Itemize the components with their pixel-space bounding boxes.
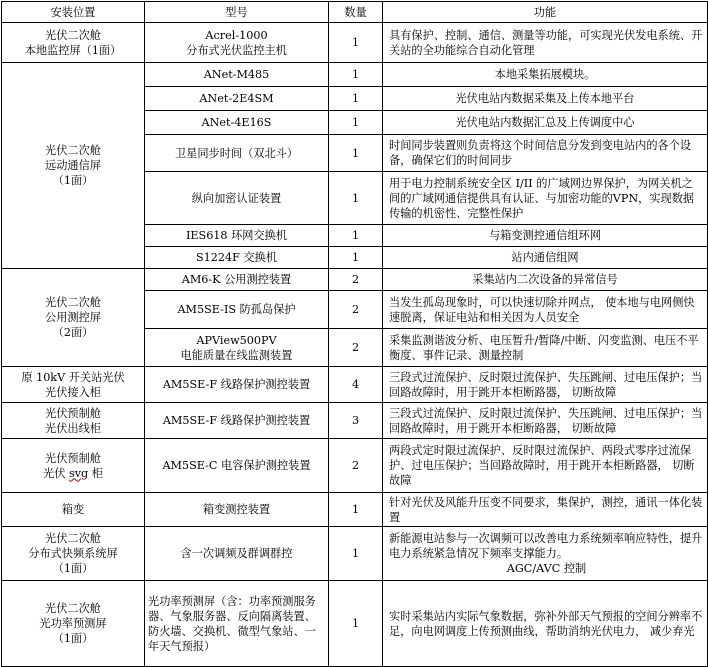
quantity-cell: 1 [329, 135, 383, 172]
header-function: 功能 [383, 2, 708, 23]
model-cell: AM5SE-IS 防孤岛保护 [145, 291, 329, 329]
function-cell: 具有保护、控制、通信、测量等功能，可实现光伏发电系统、开关站的全功能综合自动化管理 [383, 23, 708, 63]
quantity-cell: 1 [329, 111, 383, 135]
location-cell [2, 439, 145, 493]
equipment-table [1, 1, 708, 667]
quantity-cell: 2 [329, 329, 383, 367]
quantity-cell: 2 [329, 291, 383, 329]
quantity-cell: 4 [329, 367, 383, 403]
function-cell: 光伏电站内数据汇总及上传调度中心 [383, 111, 708, 135]
quantity-cell: 1 [329, 493, 383, 527]
location-cell: 光伏二次舱 本地监控屏（1面） [2, 23, 145, 63]
function-text: 新能源电站参与一次调频可以改善电力系统频率响应特性，提升电力系统紧急情况下频率支撑能力。 [389, 532, 703, 560]
quantity-cell: 1 [329, 247, 383, 269]
table-row [2, 581, 708, 667]
quantity-cell: 1 [329, 87, 383, 111]
model-cell: 光功率预测屏（含：功率预测服务器、气象服务器、反向隔离装置、防火墙、交换机、微型气象站、一年天气预报） [145, 581, 329, 667]
quantity-cell: 1 [329, 527, 383, 581]
model-cell: ANet-M485 [145, 63, 329, 87]
function-cell: 三段式过流保护、反时限过流保护、失压跳闸、过电压保护；当回路故障时，用于跳开本柜断路器， 切断故障 [383, 367, 708, 403]
quantity-cell: 2 [329, 439, 383, 493]
function-cell: 针对光伏及风能升压变不同要求，集保护，测控，通讯一体化装置 [383, 493, 708, 527]
model-cell: Acrel-1000 分布式光伏监控主机 [145, 23, 329, 63]
function-cell: 采集监测谐波分析、电压暂升/暂降/中断、闪变监测、电压不平衡度、事件记录、测量控制 [383, 329, 708, 367]
function-cell: 站内通信组网 [383, 247, 708, 269]
function-cell [383, 527, 708, 581]
model-cell: S1224F 交换机 [145, 247, 329, 269]
quantity-cell: 2 [329, 269, 383, 291]
quantity-cell: 1 [329, 225, 383, 247]
header-location: 安装位置 [2, 2, 145, 23]
model-cell: AM6-K 公用测控装置 [145, 269, 329, 291]
model-cell: 箱变测控装置 [145, 493, 329, 527]
model-cell: ANet-2E4SM [145, 87, 329, 111]
model-cell: AM5SE-F 线路保护测控装置 [145, 367, 329, 403]
function-cell: 时间同步装置则负责将这个时间信息分发到变电站内的各个设备，确保它们的时间同步 [383, 135, 708, 172]
header-row [2, 2, 708, 23]
function-cell: 本地采集拓展模块。 [383, 63, 708, 87]
location-cell: 光伏二次舱 分布式快频系统屏 （1面） [2, 527, 145, 581]
location-cell: 光伏二次舱 远动通信屏 （1面） [2, 63, 145, 269]
model-cell: ANet-4E16S [145, 111, 329, 135]
model-cell: 纵向加密认证装置 [145, 172, 329, 225]
table-row [2, 439, 708, 493]
location-cell: 光伏二次舱 公用测控屏 （2面） [2, 269, 145, 367]
quantity-cell: 1 [329, 63, 383, 87]
table-row [2, 367, 708, 403]
function-cell: 光伏电站内数据采集及上传本地平台 [383, 87, 708, 111]
function-cell: 采集站内二次设备的异常信号 [383, 269, 708, 291]
table-row [2, 269, 708, 291]
table-row [2, 403, 708, 439]
location-text: 光伏预制舱 光伏 [43, 451, 101, 480]
table-row [2, 63, 708, 87]
function-cell: 当发生孤岛现象时，可以快速切除并网点， 使本地与电网侧快速脱离，保证电站和相关因为人员安全 [383, 291, 708, 329]
location-cell: 光伏二次舱 光功率预测屏 （1面） [2, 581, 145, 667]
header-quantity: 数量 [329, 2, 383, 23]
function-cell: 实时采集站内实际气象数据，弥补外部天气预报的空间分辨率不足，向电网调度上传预测曲线，帮助消纳光伏电力， 减少弃光 [383, 581, 708, 667]
quantity-cell: 1 [329, 172, 383, 225]
model-cell: AM5SE-C 电容保护测控装置 [145, 439, 329, 493]
location-cell: 原 10kV 开关站光伏 光伏接入柜 [2, 367, 145, 403]
model-cell: 卫星同步时间（双北斗） [145, 135, 329, 172]
quantity-cell: 3 [329, 403, 383, 439]
model-cell: 含一次调频及群调群控 [145, 527, 329, 581]
function-cell: 与箱变测控通信组环网 [383, 225, 708, 247]
function-cell: 三段式过流保护、反时限过流保护、失压跳闸、过电压保护；当回路故障时，用于跳开本柜断路器， 切断故障 [383, 403, 708, 439]
quantity-cell: 1 [329, 581, 383, 667]
location-cell: 光伏预制舱 光伏出线柜 [2, 403, 145, 439]
table-row [2, 23, 708, 63]
function-cell: 两段式定时限过流保护、反时限过流保护、两段式零序过流保护、过电压保护；当回路故障时，用于跳开本柜断路器， 切断故障 [383, 439, 708, 493]
header-model: 型号 [145, 2, 329, 23]
location-text-suffix: 柜 [88, 466, 103, 480]
model-cell: IES618 环网交换机 [145, 225, 329, 247]
model-cell: APView500PV 电能质量在线监测装置 [145, 329, 329, 367]
svg-text: svg [68, 466, 89, 480]
function-text-agc: AGC/AVC 控制 [506, 562, 587, 575]
table-row [2, 493, 708, 527]
table-row [2, 527, 708, 581]
model-cell: AM5SE-F 线路保护测控装置 [145, 403, 329, 439]
quantity-cell: 1 [329, 23, 383, 63]
function-cell: 用于电力控制系统安全区 I/II 的广域网边界保护，为网关机之间的广域网通信提供具有认证、与加密功能的VPN，实现数据传输的机密性、完整性保护 [383, 172, 708, 225]
location-cell: 箱变 [2, 493, 145, 527]
